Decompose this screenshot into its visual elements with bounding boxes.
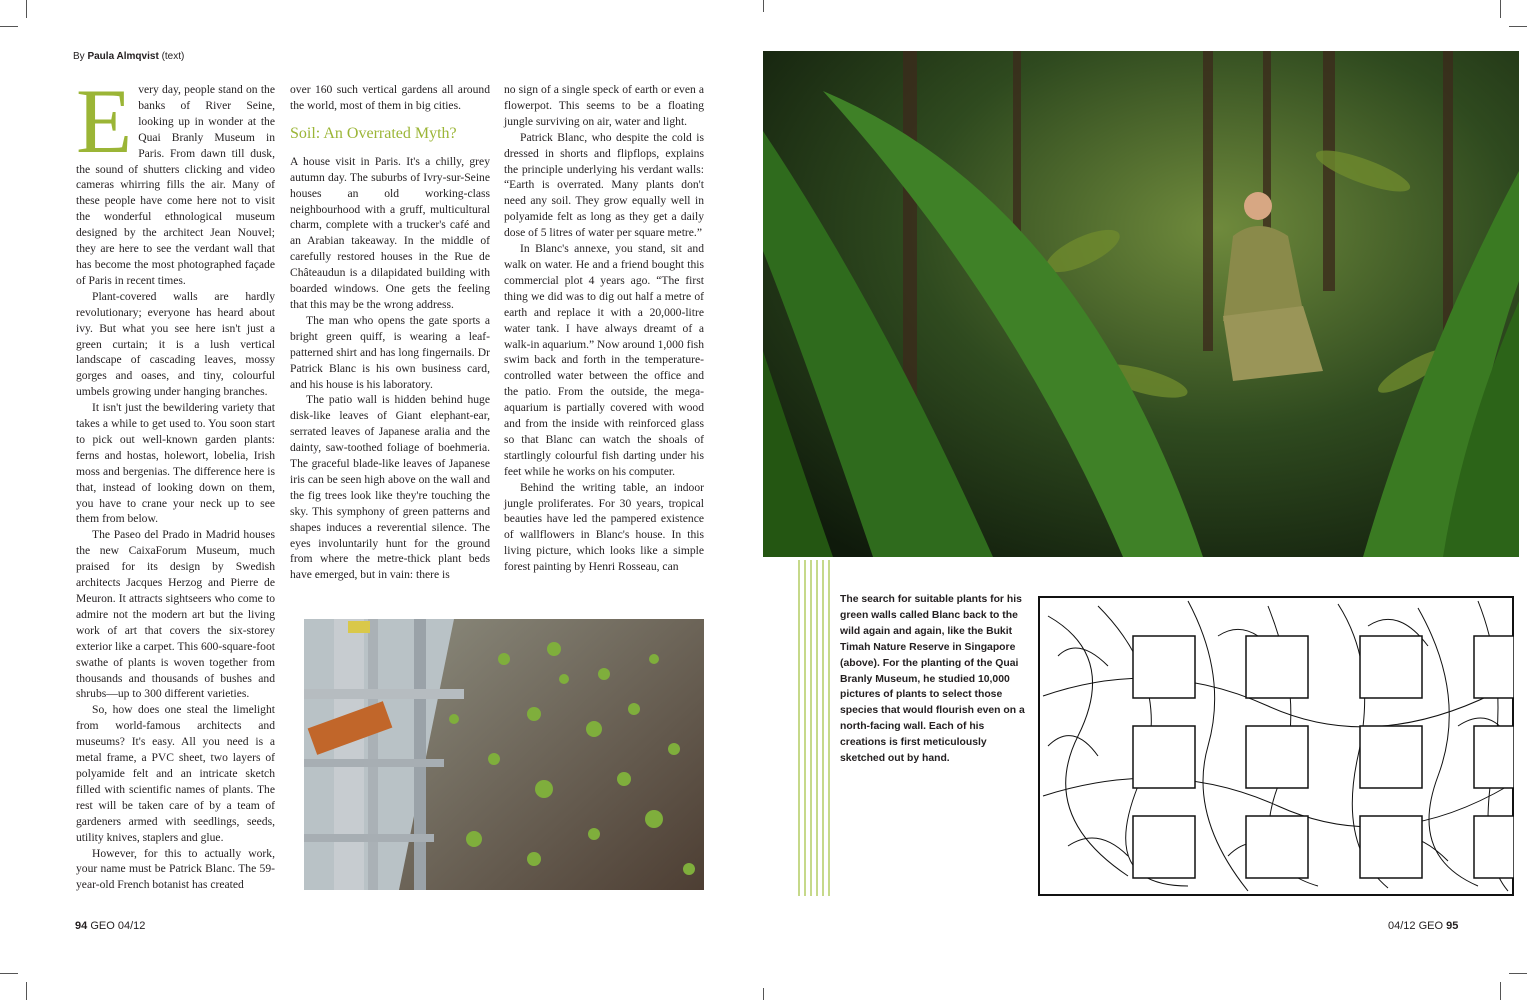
article-paragraph: The Paseo del Prado in Madrid houses the new CaixaForum Museum, much praised for its design by Swedish architects Jacques Herzog and Pierre de Meuron. It attracts sightseers who come to admire not the modern art but the living work of art that covers the six-storey exterior like a carpet. This 600-square-foot swathe of plants is woven together from thousands and thousands of bushes and shrubs—up to 300 different varieties. <box>76 528 275 701</box>
article-paragraph: In Blanc's annexe, you stand, sit and walk on water. He and a friend bought this commercial plot 4 years ago. “The first thing we did was to dig out half a metre of earth and replace it with a 20,000-litre water tank. I have always dreamt of a walk-in aquarium.” Now around 1,000 fish swim back and forth in the temperature-controlled water between the office and the patio. From the outside, the mega-aquarium is partially covered with wood and from the inside with reinforced glass so that Blanc can watch the shoals of startlingly colourful fish darting under his feet while he works on his computer. <box>504 242 704 478</box>
crop-mark <box>763 0 764 12</box>
crop-mark <box>1509 26 1527 27</box>
crop-mark <box>26 0 27 18</box>
decorative-stripes <box>797 560 833 896</box>
plant-wall-illustration <box>304 619 704 890</box>
article-paragraph: The man who opens the gate sports a bright green quiff, is wearing a leaf-patterned shirt and has long fingernails. Dr Patrick Blanc is his own business card, and his house is his laboratory. <box>290 313 490 391</box>
page-number: 95 <box>1446 920 1459 932</box>
article-paragraph: So, how does one steal the limelight from world-famous architects and museums? It's easy. All you need is a metal frame, a PVC sheet, two layers of polyamide felt and an intricate sketch filled with scientific names of plants. The rest will be taken care of by a team of gardeners armed with seedlings, seeds, utility knives, staplers and glue. <box>76 703 275 844</box>
article-paragraph: Every day, people stand on the banks of River Seine, looking up in wonder at the Quai Branly Museum in Paris. From dawn till dusk, the sound of shutters clicking and video cameras whirring fills the air. Many of these people have come here not to visit the wonderful ethnological museum designed by the architect Jean Nouvel; they are here to see the verdant wall that has become the most photographed façade of Paris in recent times. <box>76 70 275 287</box>
jungle-photo <box>763 51 1519 557</box>
article-paragraph: Patrick Blanc, who despite the cold is dressed in shorts and flipflops, explains the principle underlying his verdant walls: “Earth is overrated. Many plants don't need any soil. They grow equally well in polyamide felt as long as they get a daily dose of 5 litres of water per square metre.” <box>504 130 704 240</box>
issue-date: 04/12 <box>1388 920 1416 932</box>
article-paragraph: A house visit in Paris. It's a chilly, grey autumn day. The suburbs of Ivry-sur-Seine houses an old working-class neighbourhood with a gruff, multicultural charm, complete with a trucker's café and an Arabian takeaway. In the middle of carefully restored houses in the Rue de Châteaudun is a dilapidated building with boarded windows. One gets the feeling that this may be the wrong address. <box>290 154 490 311</box>
crop-mark <box>763 988 764 1000</box>
byline-prefix: By <box>73 51 85 62</box>
article-paragraph: Behind the writing table, an indoor jungle proliferates. For 30 years, tropical beauties have led the pampered existence of wallflowers in Blanc's house. In this living picture, which looks like a simple forest painting by Henri Rosseau, can <box>504 480 704 574</box>
planting-sketch <box>1038 596 1514 896</box>
photo-caption: The search for suitable plants for his green walls called Blanc back to the wild again and again, like the Bukit Timah Nature Reserve in Singapore (above). For the planting of the Quai Branly Museum, he studied 10,000 pictures of plants to select those species that would flourish even on a north-facing wall. Each of his creations is first meticulously sketched out by hand. <box>840 594 1025 765</box>
crop-mark <box>26 982 27 1000</box>
section-subhead: Soil: An Overrated Myth? <box>290 124 457 142</box>
article-column-3 <box>504 82 704 575</box>
page-number: 94 <box>75 920 88 932</box>
crop-mark <box>0 973 18 974</box>
folio-right <box>1388 920 1458 932</box>
planting-sketch-drawing <box>1038 596 1514 896</box>
article-paragraph: However, for this to actually work, your name must be Patrick Blanc. The 59-year-old French botanist has created <box>76 846 275 892</box>
drop-cap: E <box>76 70 133 172</box>
article-paragraph: It isn't just the bewildering variety that takes a while to get used to. You soon start to pick out well-known garden plants: ferns and hostas, holewort, lobelia, Irish moss and bergenias. The difference here is that, instead of looking down on them, you have to crane your neck up to see them from below. <box>76 401 275 526</box>
article-column-2 <box>290 82 490 583</box>
magazine-name: GEO <box>1418 920 1444 932</box>
article-column-1 <box>76 70 275 893</box>
crop-mark <box>0 26 18 27</box>
plant-wall-photo <box>304 619 704 890</box>
crop-mark <box>1500 0 1501 18</box>
byline <box>73 51 184 62</box>
magazine-name: GEO <box>90 920 115 932</box>
article-paragraph: no sign of a single speck of earth or even a flowerpot. This seems to be a floating jungle surviving on air, water and light. <box>504 83 704 128</box>
folio-left <box>75 920 145 932</box>
byline-suffix: (text) <box>161 51 185 62</box>
article-paragraph: over 160 such vertical gardens all around the world, most of them in big cities. <box>290 83 490 112</box>
crop-mark <box>1509 973 1527 974</box>
crop-mark <box>1500 982 1501 1000</box>
jungle-illustration <box>763 51 1519 557</box>
issue-date: 04/12 <box>117 920 146 932</box>
article-paragraph: The patio wall is hidden behind huge disk-like leaves of Giant elephant-ear, serrated leaves of Japanese aralia and the dainty, saw-toothed foliage of boehmeria. The graceful blade-like leaves of Japanese iris can be seen high above on the wall and the fig trees look like they're touching the sky. This symphony of green patterns and shapes induces a reverential silence. The eyes involuntarily hunt for the ground from where the metre-thick plant beds have emerged, but in vain: there is <box>290 393 490 582</box>
article-paragraph: Plant-covered walls are hardly revolutionary; everyone has heard about ivy. But what you see here isn't just a green curtain; it is a lush vertical landscape of cascading leaves, mossy gorges and oases, and tiny, colourful umbels growing under hanging branches. <box>76 289 275 399</box>
byline-author: Paula Almqvist <box>87 51 159 62</box>
